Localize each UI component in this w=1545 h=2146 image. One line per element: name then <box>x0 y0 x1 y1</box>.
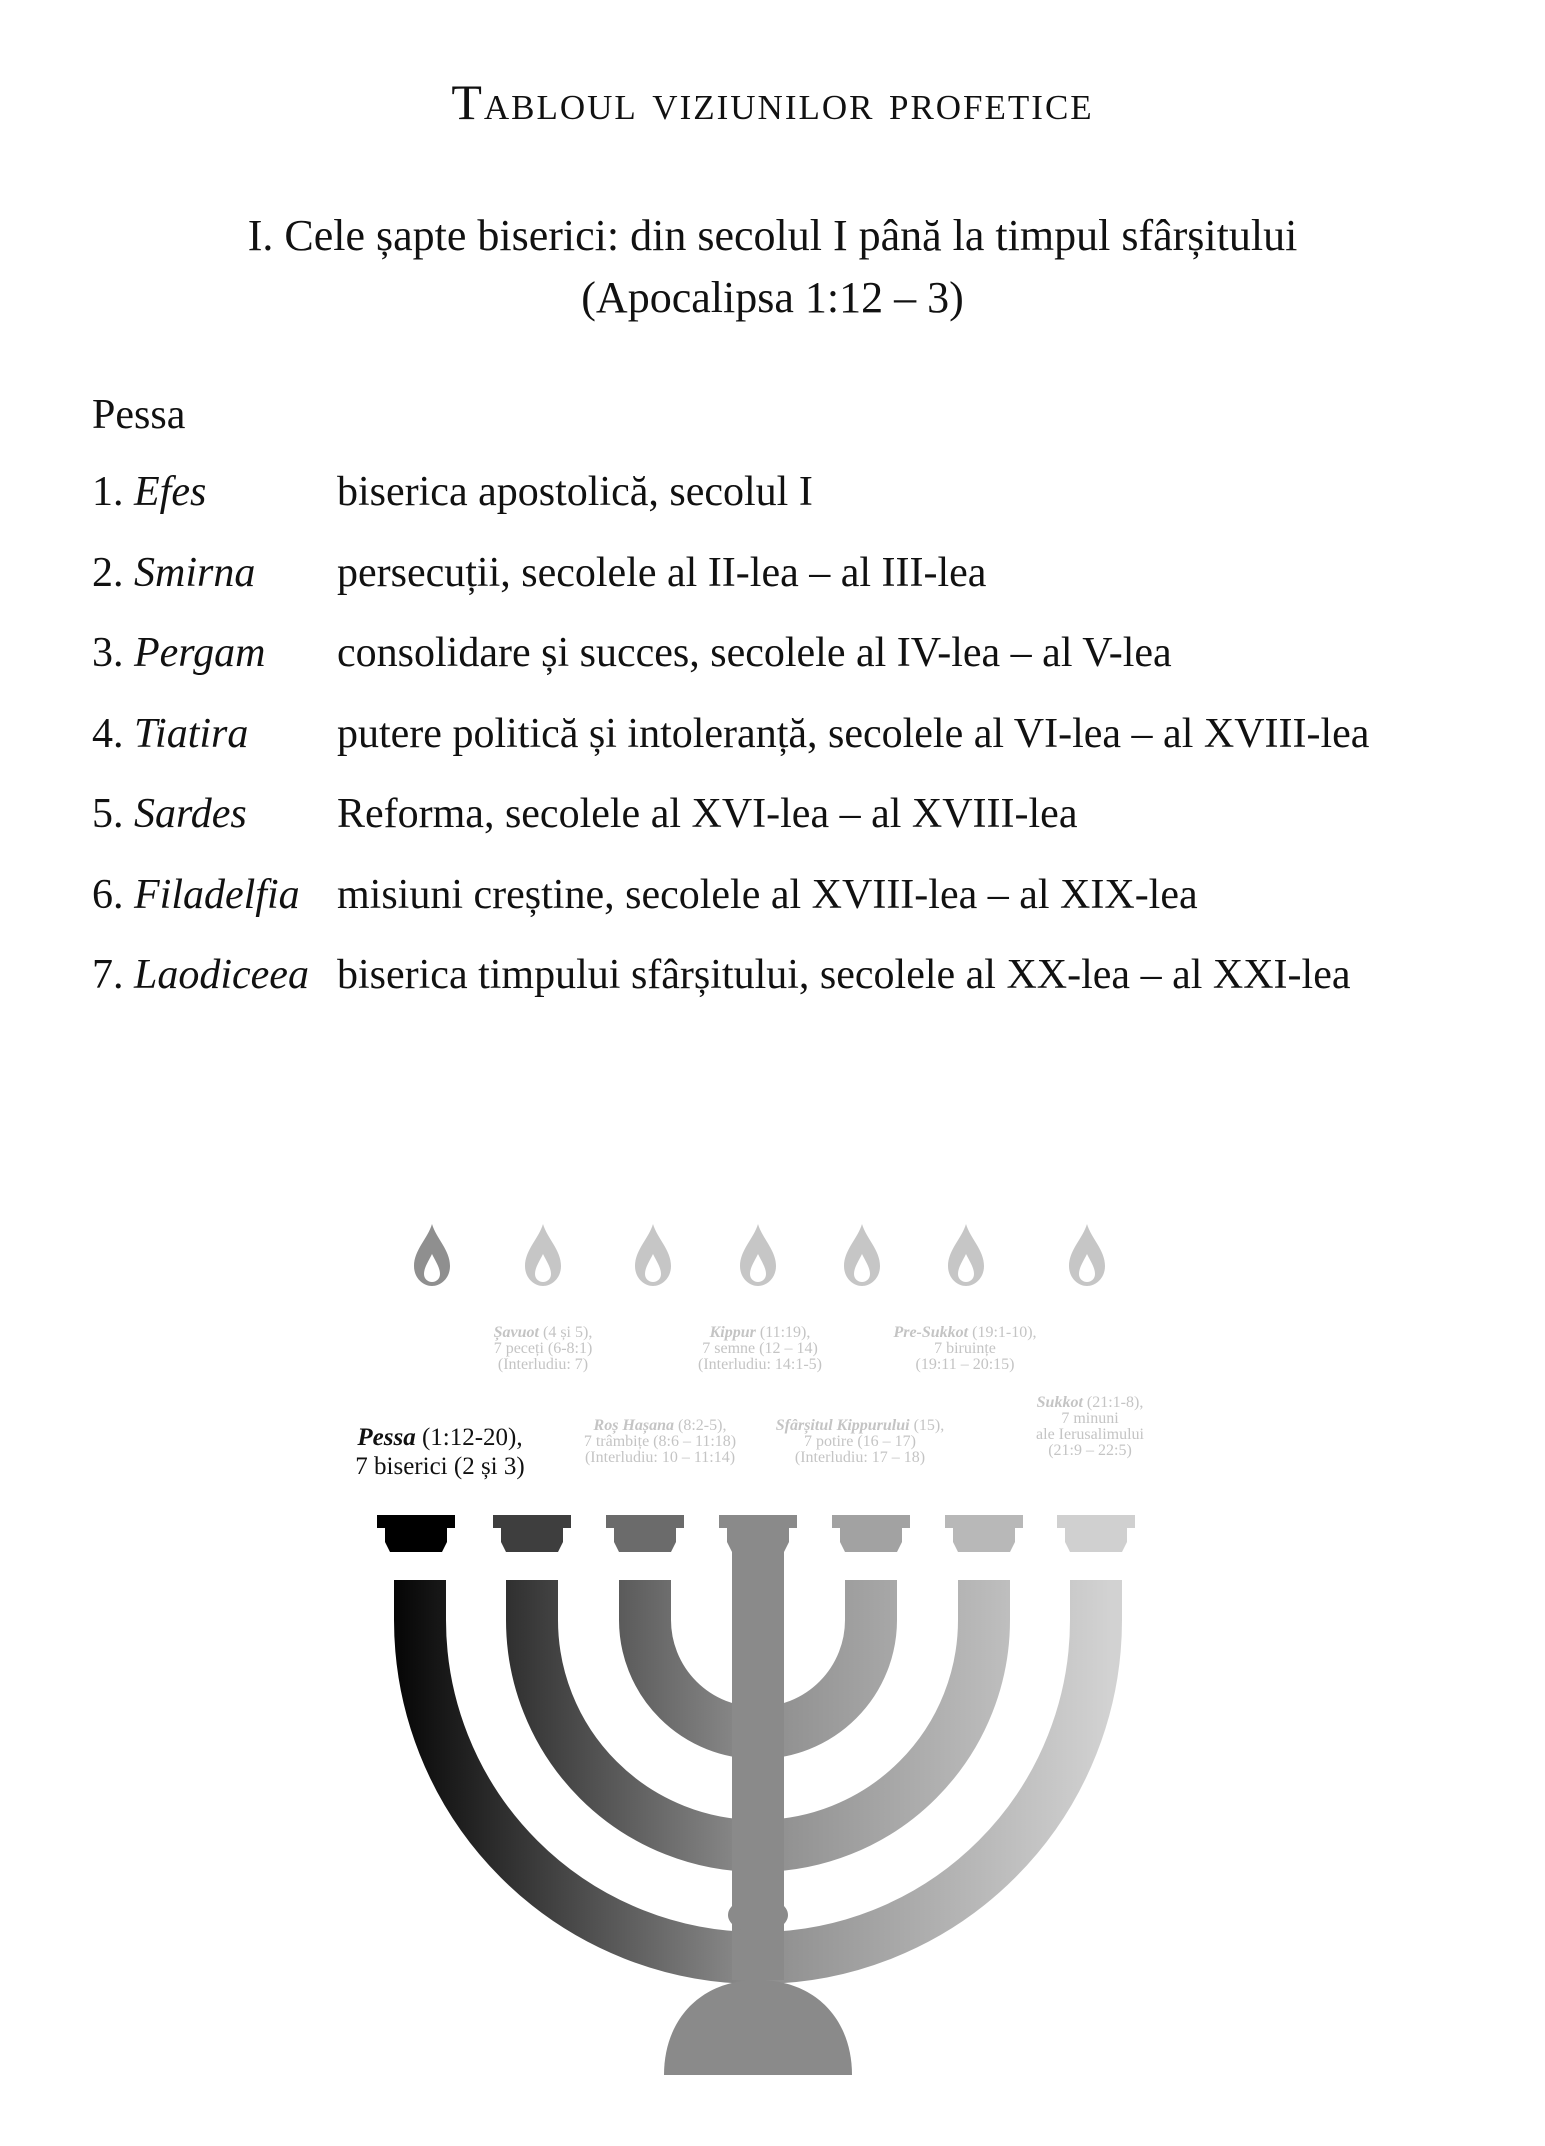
menorah-cup-7 <box>1057 1515 1135 1552</box>
church-description: persecuții, secolele al II-lea – al III-lea <box>337 549 987 596</box>
section-subtitle <box>0 205 1545 329</box>
flame-icon <box>740 1224 776 1286</box>
list-item <box>92 704 1512 785</box>
church-description: misiuni creștine, secolele al XVIII-lea – al XIX-lea <box>337 871 1198 918</box>
menorah-knob <box>736 1928 780 1952</box>
list-item <box>92 462 1512 543</box>
menorah-cup-4 <box>719 1515 797 1552</box>
list-item <box>92 865 1512 946</box>
menorah-label-pessa: Pessa (1:12-20), 7 biserici (2 și 3) <box>355 1424 525 1480</box>
menorah-cup-1 <box>377 1515 455 1552</box>
church-description: biserica timpului sfârșitului, secolele al XX-lea – al XXI-lea <box>337 952 1351 998</box>
menorah-cup-3 <box>606 1515 684 1552</box>
menorah-knob <box>728 1897 788 1933</box>
church-name: 7. Laodiceea <box>92 952 309 998</box>
church-name: 2. Smirna <box>92 549 256 596</box>
menorah-label-sfarsitul-kippurului: Sfârșitul Kippurului (15), 7 potire (16 – 17) (Interludiu: 17 – 18) <box>775 1417 945 1466</box>
menorah-label-sukkot: Sukkot (21:1-8), 7 minuni ale Ierusalimului (21:9 – 22:5) <box>1036 1394 1144 1459</box>
list-item <box>92 784 1512 865</box>
church-name: 1. Efes <box>92 469 207 515</box>
feast-label: Pessa <box>92 392 186 438</box>
menorah-cup-2 <box>493 1515 571 1552</box>
list-item <box>92 945 1512 1026</box>
flame-icon <box>844 1224 880 1286</box>
church-name: 5. Sardes <box>92 791 247 837</box>
flame-icon <box>635 1224 671 1286</box>
church-description: consolidare și succes, secolele al IV-lea – al V-lea <box>337 630 1172 676</box>
page-title: Tabloul viziunilor profetice <box>451 74 1094 130</box>
menorah-diagram <box>0 1180 1545 2080</box>
list-item <box>92 543 1512 624</box>
church-description: putere politică și intoleranță, secolele al VI-lea – al XVIII-lea <box>337 710 1370 757</box>
flame-icon <box>948 1224 984 1286</box>
menorah-label-pre-sukkot: Pre-Sukkot (19:1-10), 7 biruințe (19:11 – 20:15) <box>893 1324 1037 1373</box>
flame-icon <box>414 1224 450 1286</box>
church-name: 4. Tiatira <box>92 710 249 757</box>
menorah-illustration <box>0 1180 1545 2080</box>
flame-icon <box>1069 1224 1105 1286</box>
subtitle-line-2: (Apocalipsa 1:12 – 3) <box>581 273 964 322</box>
church-name: 3. Pergam <box>92 630 266 676</box>
church-list <box>92 462 1512 1026</box>
menorah-label-ros-hasana: Roș Hașana (8:2-5), 7 trâmbițe (8:6 – 11:18) (Interludiu: 10 – 11:14) <box>583 1417 737 1466</box>
list-item <box>92 623 1512 704</box>
subtitle-line-1: I. Cele șapte biserici: din secolul I până la timpul sfârșitului <box>247 211 1298 260</box>
menorah-cup-6 <box>945 1515 1023 1552</box>
menorah-base <box>664 1980 852 2075</box>
flame-icon <box>525 1224 561 1286</box>
church-name: 6. Filadelfia <box>92 871 300 918</box>
church-description: Reforma, secolele al XVI-lea – al XVIII-lea <box>337 791 1078 837</box>
menorah-cup-5 <box>832 1515 910 1552</box>
church-description: biserica apostolică, secolul I <box>337 469 813 515</box>
menorah-label-savuot: Șavuot (4 și 5), 7 peceți (6-8:1) (Interludiu: 7) <box>493 1324 593 1373</box>
menorah-label-kippur: Kippur (11:19), 7 semne (12 – 14) (Interludiu: 14:1-5) <box>698 1324 822 1373</box>
